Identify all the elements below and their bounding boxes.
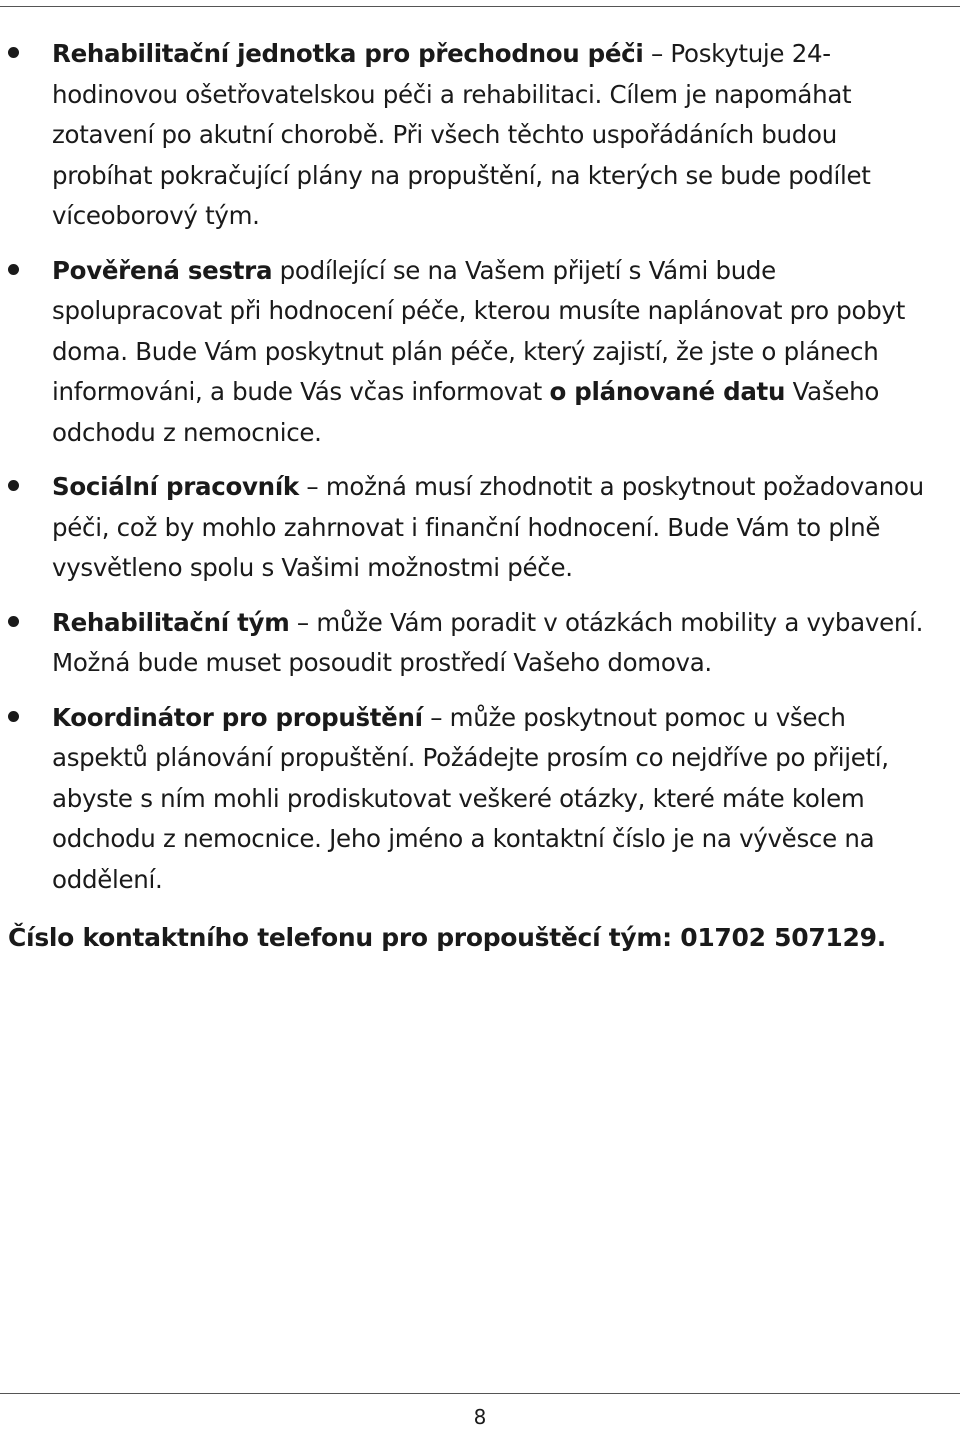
item-text: – Poskytuje 24-hodinovou ošetřovatelskou péči a rehabilitaci. Cílem je napomáhat zotavení po akutní chorobě. Při všech těchto uspořádáních budou probíhat pokračující plány na propuštění, na kterých se bude podílet víceoborový tým. — [52, 39, 871, 230]
bullet-icon — [8, 480, 19, 491]
bullet-list — [0, 34, 960, 914]
item-heading: Rehabilitační tým — [52, 607, 290, 637]
list-item — [0, 34, 960, 237]
item-text: – může poskytnout pomoc u všech aspektů plánování propuštění. Požádejte prosím co nejdříve po přijetí, abyste s ním mohli prodiskutovat veškeré otázky, které máte kolem odchodu z nemocnice. Jeho jméno a kontaktní číslo je na vývěsce na oddělení. — [52, 702, 889, 894]
top-rule — [0, 6, 960, 7]
item-heading: Sociální pracovník — [52, 472, 299, 501]
item-text: – možná musí zhodnotit a poskytnout požadovanou péči, což by mohlo zahrnovat i finanční hodnocení. Bude Vám to plně vysvětleno spolu s Vašimi možnostmi péče. — [52, 472, 924, 582]
bullet-icon — [8, 47, 19, 58]
item-heading: Rehabilitační jednotka pro přechodnou péči — [52, 39, 644, 68]
item-heading: Koordinátor pro propuštění — [52, 702, 423, 732]
item-text: – může Vám poradit v otázkách mobility a vybavení. Možná bude muset posoudit prostředí Vašeho domova. — [52, 607, 924, 677]
list-item — [0, 698, 960, 901]
bullet-icon — [8, 264, 19, 275]
list-item — [0, 251, 960, 454]
item-text-tail: Vašeho odchodu z nemocnice. — [52, 377, 880, 447]
list-item — [0, 603, 960, 684]
item-heading: Pověřená sestra — [52, 255, 273, 285]
contact-phone-line: Číslo kontaktního telefonu pro propouštěcí tým: 01702 507129. — [8, 923, 886, 952]
bullet-icon — [8, 616, 19, 627]
list-item — [0, 467, 960, 589]
bottom-rule — [0, 1393, 960, 1394]
page-number: 8 — [473, 1405, 487, 1429]
bullet-icon — [8, 711, 19, 722]
item-text: podílející se na Vašem přijetí s Vámi bude spolupracovat při hodnocení péče, kterou musíte naplánovat pro pobyt doma. Bude Vám poskytnut plán péče, který zajistí, že jste o plánech informováni, a bude Vás včas informovat — [52, 255, 905, 406]
item-emphasis: o plánované datu — [549, 377, 786, 406]
